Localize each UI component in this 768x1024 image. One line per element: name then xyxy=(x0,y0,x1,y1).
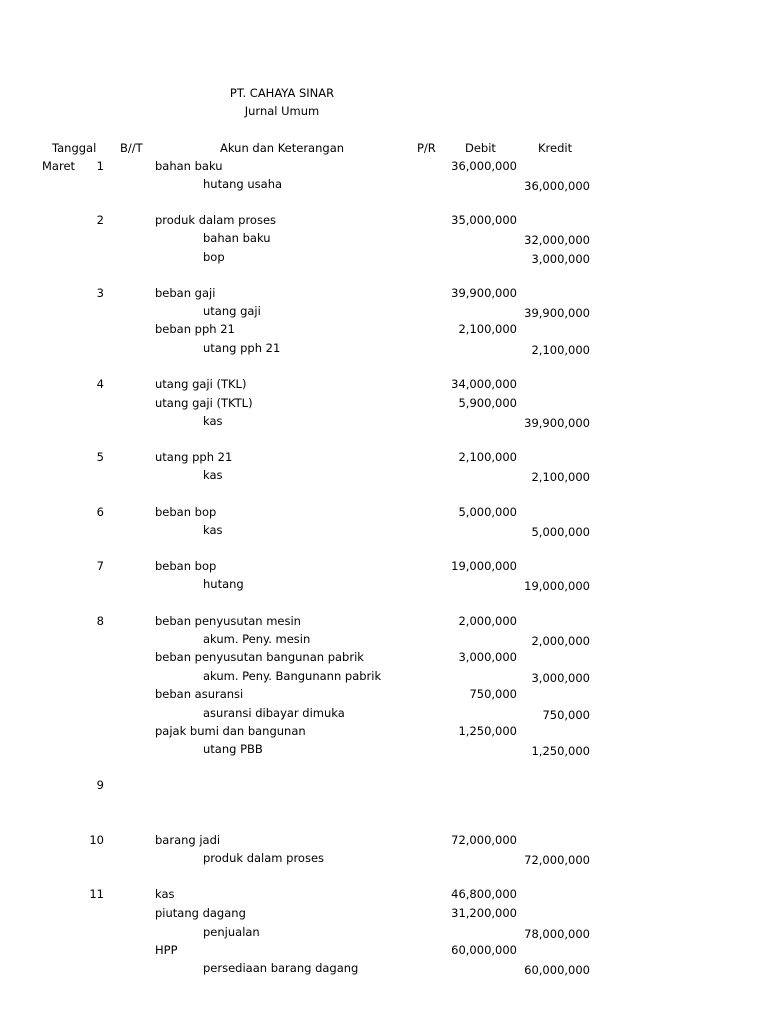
account-name: utang pph 21 xyxy=(155,450,233,464)
debit-amount: 35,000,000 xyxy=(451,213,517,227)
column-header-date: Tanggal xyxy=(52,141,97,155)
credit-amount: 5,000,000 xyxy=(531,525,590,539)
account-name: kas xyxy=(203,468,223,482)
account-name: beban penyusutan bangunan pabrik xyxy=(155,650,364,664)
credit-amount: 19,000,000 xyxy=(524,579,590,593)
debit-amount: 1,250,000 xyxy=(458,724,517,738)
account-name: persediaan barang dagang xyxy=(203,961,359,975)
credit-amount: 1,250,000 xyxy=(531,744,590,758)
account-name: beban asuransi xyxy=(155,687,244,701)
account-name: utang gaji (TKTL) xyxy=(155,396,253,410)
credit-amount: 2,100,000 xyxy=(531,343,590,357)
debit-amount: 36,000,000 xyxy=(451,159,517,173)
company-name: PT. CAHAYA SINAR xyxy=(229,86,335,100)
account-name: asuransi dibayar dimuka xyxy=(203,706,345,720)
account-name: akum. Peny. mesin xyxy=(203,632,311,646)
account-name: beban gaji xyxy=(155,286,216,300)
account-name: bahan baku xyxy=(203,231,271,245)
entry-date: 3 xyxy=(96,286,104,300)
debit-amount: 39,900,000 xyxy=(451,286,517,300)
entry-date: 9 xyxy=(96,778,104,792)
column-header-account: Akun dan Keterangan xyxy=(220,141,345,155)
debit-amount: 19,000,000 xyxy=(451,559,517,573)
credit-amount: 2,000,000 xyxy=(531,634,590,648)
column-header-debit: Debit xyxy=(465,141,496,155)
debit-amount: 2,100,000 xyxy=(458,322,517,336)
column-header-bt: B//T xyxy=(120,141,143,155)
credit-amount: 36,000,000 xyxy=(524,179,590,193)
entry-date: 5 xyxy=(96,450,104,464)
account-name: penjualan xyxy=(203,925,260,939)
debit-amount: 5,900,000 xyxy=(458,396,517,410)
account-name: kas xyxy=(203,414,223,428)
entry-date: 11 xyxy=(89,887,104,901)
account-name: akum. Peny. Bangunann pabrik xyxy=(203,669,382,683)
credit-amount: 39,900,000 xyxy=(524,306,590,320)
account-name: kas xyxy=(203,523,223,537)
debit-amount: 2,100,000 xyxy=(458,450,517,464)
month-label: Maret xyxy=(42,159,76,173)
account-name: utang PBB xyxy=(203,742,263,756)
account-name: hutang usaha xyxy=(203,177,283,191)
account-name: beban pph 21 xyxy=(155,322,235,336)
account-name: utang gaji (TKL) xyxy=(155,377,247,391)
column-header-ref: P/R xyxy=(417,141,436,155)
account-name: beban bop xyxy=(155,505,217,519)
account-name: utang pph 21 xyxy=(203,341,281,355)
account-name: pajak bumi dan bangunan xyxy=(155,724,306,738)
debit-amount: 750,000 xyxy=(469,687,517,701)
debit-amount: 34,000,000 xyxy=(451,377,517,391)
account-name: beban penyusutan mesin xyxy=(155,614,301,628)
entry-date: 6 xyxy=(96,505,104,519)
account-name: kas xyxy=(155,887,175,901)
account-name: beban bop xyxy=(155,559,217,573)
account-name: utang gaji xyxy=(203,304,261,318)
column-header-credit: Kredit xyxy=(538,141,573,155)
account-name: piutang dagang xyxy=(155,906,246,920)
entry-date: 2 xyxy=(96,213,104,227)
account-name: HPP xyxy=(155,943,178,957)
debit-amount: 5,000,000 xyxy=(458,505,517,519)
credit-amount: 78,000,000 xyxy=(524,927,590,941)
credit-amount: 750,000 xyxy=(542,708,590,722)
debit-amount: 2,000,000 xyxy=(458,614,517,628)
debit-amount: 31,200,000 xyxy=(451,906,517,920)
debit-amount: 46,800,000 xyxy=(451,887,517,901)
entry-date: 1 xyxy=(96,159,104,173)
credit-amount: 60,000,000 xyxy=(524,963,590,977)
document-title: Jurnal Umum xyxy=(244,104,320,118)
credit-amount: 3,000,000 xyxy=(531,671,590,685)
account-name: bahan baku xyxy=(155,159,223,173)
entry-date: 7 xyxy=(96,559,104,573)
debit-amount: 60,000,000 xyxy=(451,943,517,957)
entry-date: 8 xyxy=(96,614,104,628)
account-name: hutang xyxy=(203,577,244,591)
entry-date: 10 xyxy=(89,833,104,847)
credit-amount: 32,000,000 xyxy=(524,233,590,247)
entry-date: 4 xyxy=(96,377,104,391)
account-name: produk dalam proses xyxy=(203,851,325,865)
debit-amount: 72,000,000 xyxy=(451,833,517,847)
account-name: bop xyxy=(203,250,225,264)
account-name: produk dalam proses xyxy=(155,213,277,227)
account-name: barang jadi xyxy=(155,833,221,847)
credit-amount: 3,000,000 xyxy=(531,252,590,266)
credit-amount: 39,900,000 xyxy=(524,416,590,430)
credit-amount: 72,000,000 xyxy=(524,853,590,867)
credit-amount: 2,100,000 xyxy=(531,470,590,484)
debit-amount: 3,000,000 xyxy=(458,650,517,664)
